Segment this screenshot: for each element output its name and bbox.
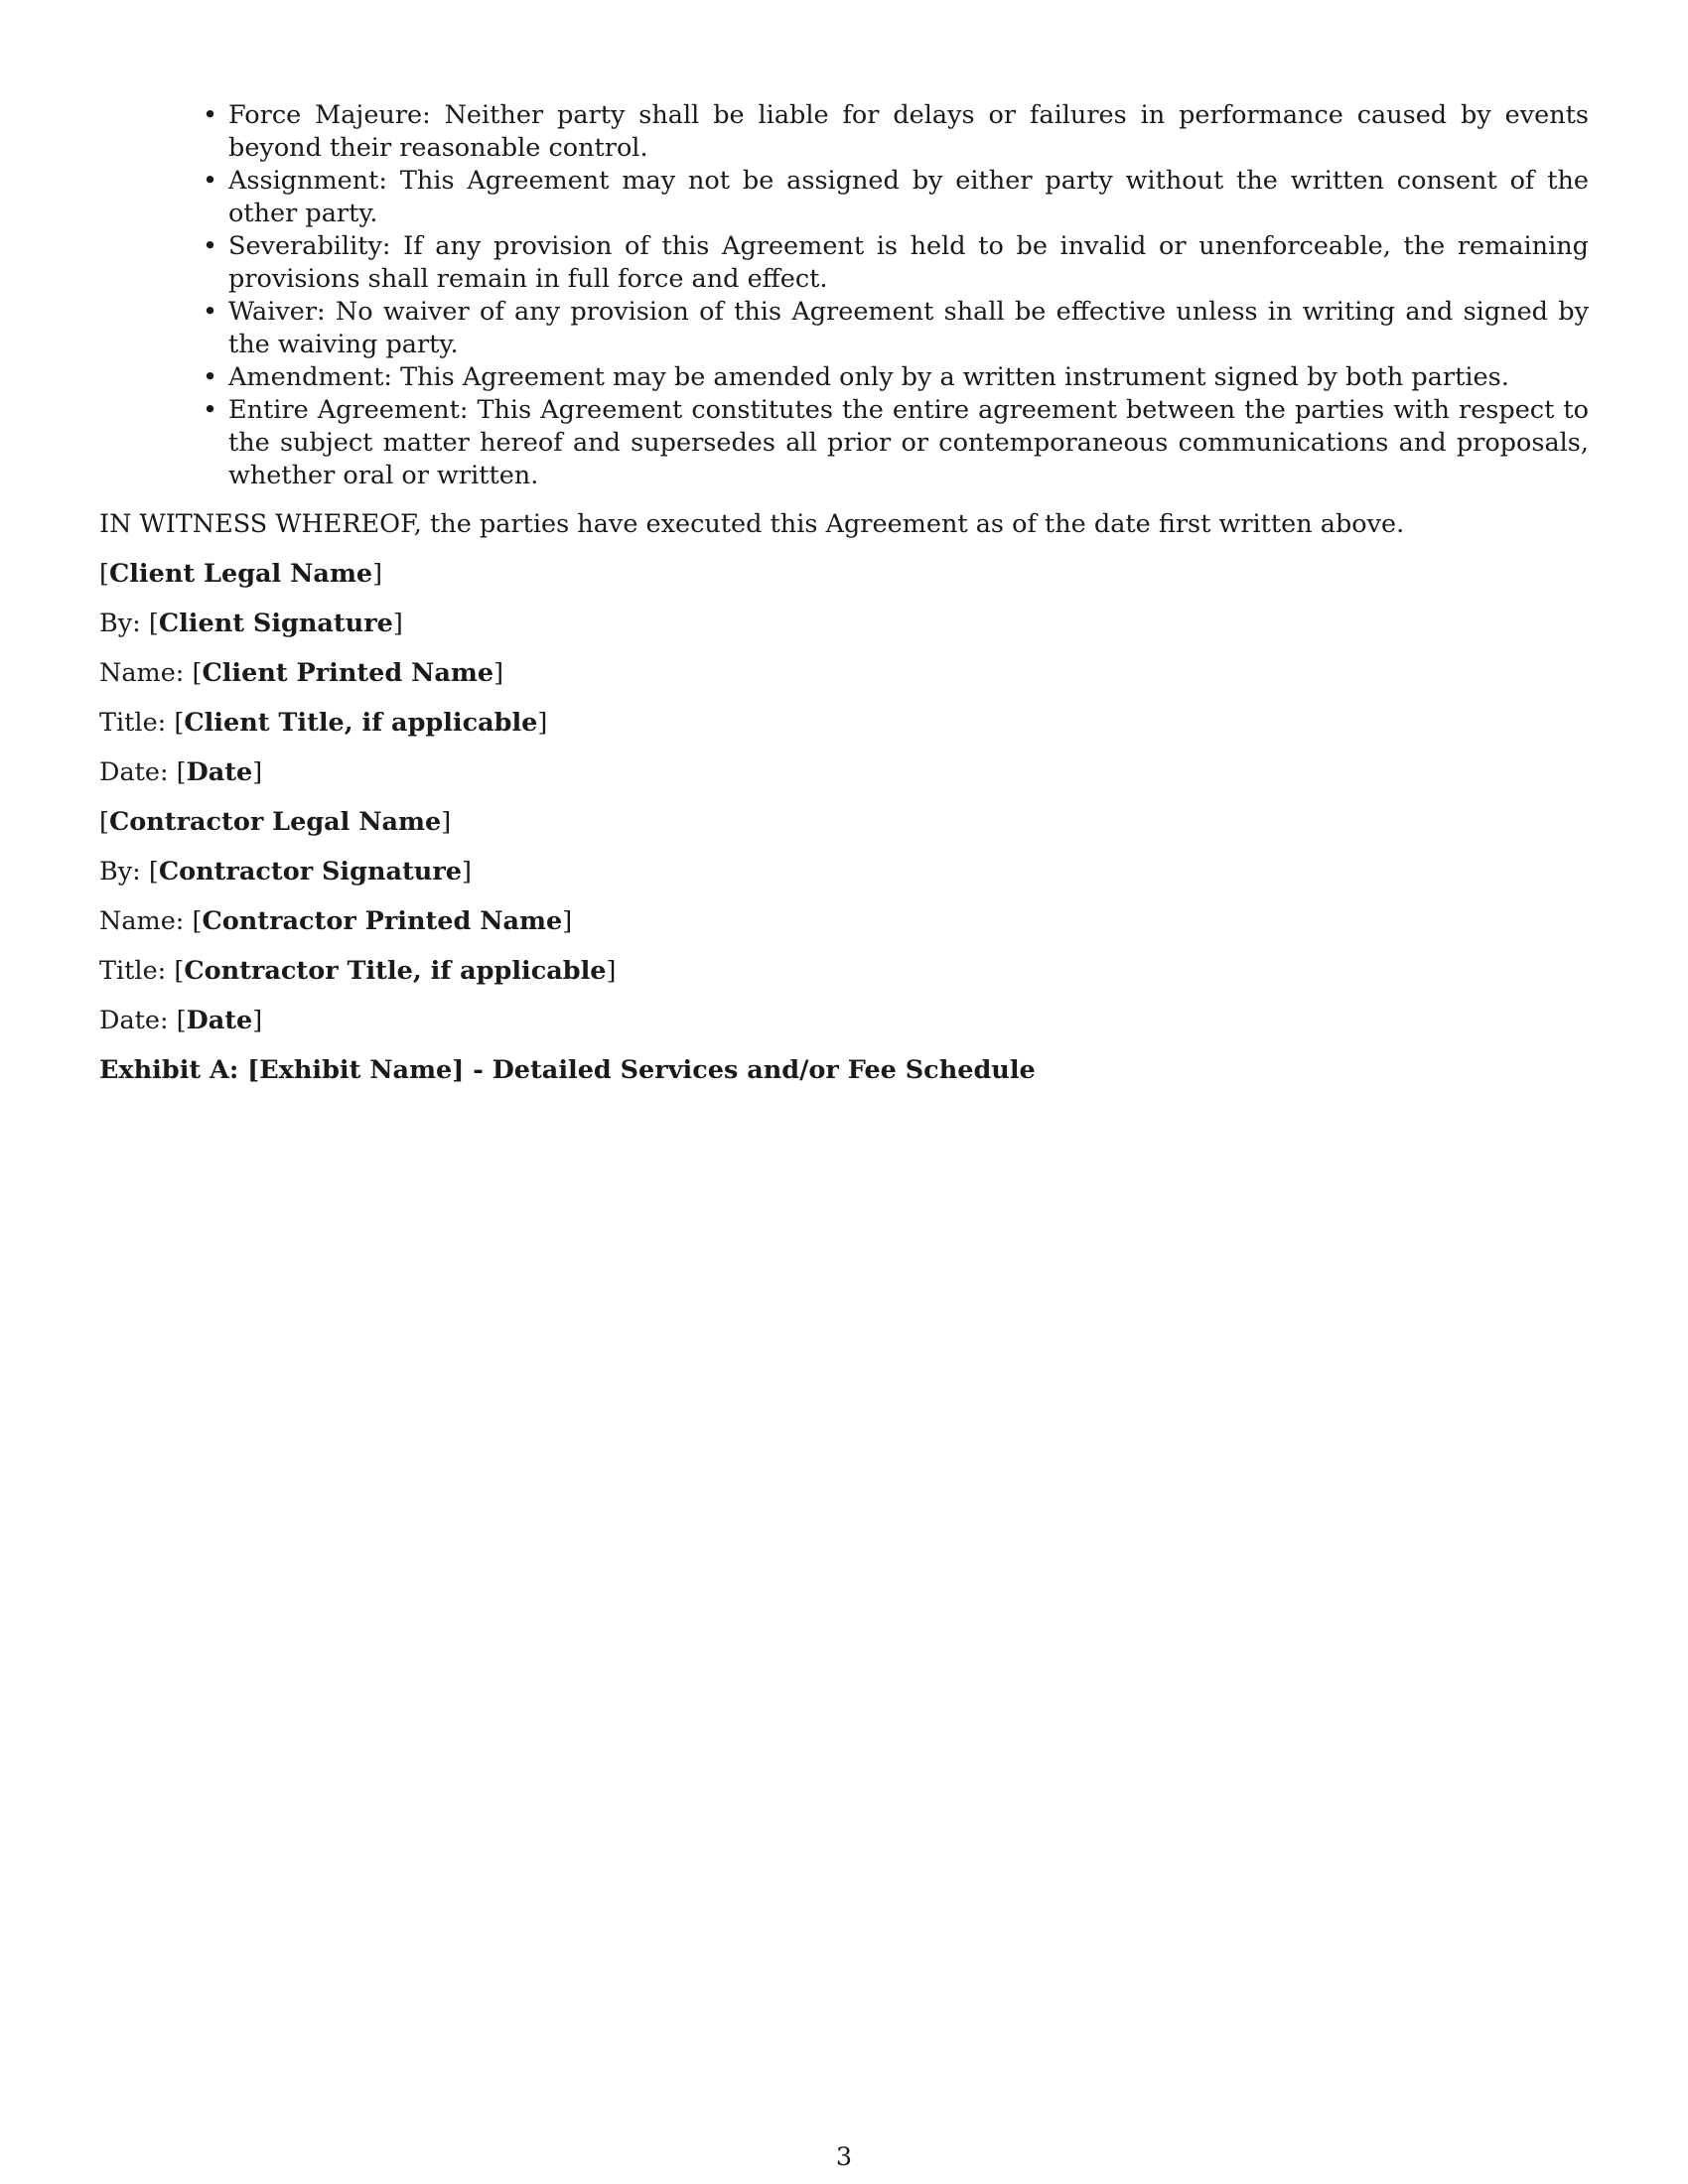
clause-text: Assignment: This Agreement may not be assigned by either party without the written consent of the other party. [228,166,1589,228]
name-label: Name: [99,658,185,688]
contractor-signature: Contractor Signature [158,857,462,887]
witness-statement: IN WITNESS WHEREOF, the parties have executed this Agreement as of the date first written above. [99,509,1405,539]
name-label: Name: [99,906,185,936]
exhibit-heading: Exhibit A: [Exhibit Name] - Detailed Services and/or Fee Schedule [99,1055,1036,1085]
client-legal-name-line: [Client Legal Name] [99,559,383,589]
clause-item [203,165,1589,230]
client-date-line: Date: [Date] [99,757,263,787]
date-label: Date: [99,757,169,787]
by-label: By: [99,609,141,638]
client-title-line: Title: [Client Title, if applicable] [99,708,548,738]
clause-text: Amendment: This Agreement may be amended only by a written instrument signed by both parties. [228,362,1509,392]
clause-item [203,230,1589,296]
bullet: • [203,297,218,327]
bullet: • [203,362,218,392]
contractor-date-line: Date: [Date] [99,1006,263,1035]
document-page [99,99,1589,1087]
by-label: By: [99,857,141,887]
client-signature: Client Signature [158,609,393,638]
client-title: Client Title, if applicable [184,708,538,738]
bullet: • [203,100,218,130]
clause-item [203,99,1589,165]
clause-list [99,99,1589,492]
clause-text: Force Majeure: Neither party shall be liable for delays or failures in performance caused by events beyond their reasonable control. [228,100,1589,163]
client-by-line: By: [Client Signature] [99,609,403,638]
exhibit-name: Exhibit Name [259,1055,453,1085]
clause-item [203,394,1589,492]
clause-text: Waiver: No waiver of any provision of this Agreement shall be effective unless in writing and signed by the waiving party. [228,297,1589,359]
client-name-line: Name: [Client Printed Name] [99,658,504,688]
client-printed-name: Client Printed Name [202,658,494,688]
bullet: • [203,395,218,425]
contractor-legal-name: Contractor Legal Name [108,807,442,837]
client-date: Date [186,757,253,787]
contractor-by-line: By: [Contractor Signature] [99,857,472,887]
bullet: • [203,231,218,261]
page-number: 3 [835,2142,853,2172]
bullet: • [203,166,218,196]
date-label: Date: [99,1006,169,1035]
contractor-title-line: Title: [Contractor Title, if applicable] [99,956,617,986]
clause-item [203,296,1589,361]
title-label: Title: [99,708,167,738]
client-legal-name: Client Legal Name [108,559,373,589]
exhibit-suffix: - Detailed Services and/or Fee Schedule [473,1055,1036,1085]
exhibit-prefix: Exhibit A: [99,1055,239,1085]
clause-item [203,361,1589,394]
contractor-date: Date [186,1006,253,1035]
contractor-printed-name: Contractor Printed Name [202,906,563,936]
contractor-title: Contractor Title, if applicable [184,956,607,986]
clause-text: Entire Agreement: This Agreement constitutes the entire agreement between the parties with respect to the subject matter hereof and supersedes all prior or contemporaneous communications and proposals, whether oral or written. [228,395,1589,490]
title-label: Title: [99,956,167,986]
contractor-name-line: Name: [Contractor Printed Name] [99,906,573,936]
contractor-legal-name-line: [Contractor Legal Name] [99,807,452,837]
clause-text: Severability: If any provision of this Agreement is held to be invalid or unenforceable, the remaining provisions shall remain in full force and effect. [228,231,1589,294]
